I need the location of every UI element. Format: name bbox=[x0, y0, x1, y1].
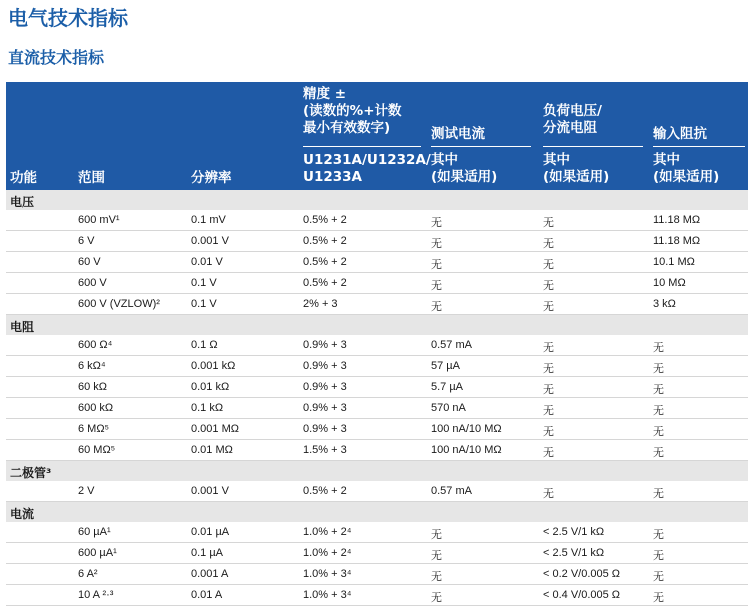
header-resolution: 分辨率 bbox=[191, 170, 232, 186]
test-current-cell: 570 nA bbox=[431, 402, 466, 414]
page-title: 电气技术指标 bbox=[8, 6, 128, 30]
header-range: 范围 bbox=[78, 170, 105, 186]
impedance-cell: 11.18 MΩ bbox=[653, 214, 701, 226]
test-current-cell: 5.7 µA bbox=[431, 381, 464, 393]
burden-cell: 无 bbox=[543, 488, 554, 500]
table-row bbox=[6, 294, 748, 315]
accuracy-cell: 1.5% + 3 bbox=[303, 444, 347, 456]
impedance-cell: 无 bbox=[653, 488, 664, 500]
table-row bbox=[6, 564, 748, 585]
resolution-cell: 0.01 A bbox=[191, 589, 223, 601]
range-cell: 600 V (VZLOW)² bbox=[78, 298, 160, 310]
impedance-cell: 3 kΩ bbox=[653, 298, 676, 310]
accuracy-cell: 0.9% + 3 bbox=[303, 423, 347, 435]
table-row bbox=[6, 377, 748, 398]
section-label: 二极管³ bbox=[10, 466, 52, 480]
table-row bbox=[6, 522, 748, 543]
impedance-cell: 10 MΩ bbox=[653, 277, 686, 289]
burden-cell: 无 bbox=[543, 259, 554, 271]
header-function: 功能 bbox=[10, 170, 37, 186]
test-current-cell: 无 bbox=[431, 571, 442, 583]
resolution-cell: 0.1 mV bbox=[191, 214, 226, 226]
resolution-cell: 0.1 kΩ bbox=[191, 402, 224, 414]
section-row bbox=[6, 502, 748, 522]
resolution-cell: 0.01 µA bbox=[191, 526, 230, 538]
section-subtitle: 直流技术指标 bbox=[8, 48, 105, 67]
table-row bbox=[6, 543, 748, 564]
header-accuracy: 精度 ± (读数的%+计数 最小有效数字) bbox=[303, 86, 402, 136]
table-row bbox=[6, 398, 748, 419]
resolution-cell: 0.1 V bbox=[191, 277, 217, 289]
burden-cell: 无 bbox=[543, 301, 554, 313]
burden-cell: 无 bbox=[543, 363, 554, 375]
impedance-cell: 无 bbox=[653, 592, 664, 604]
section-label: 电压 bbox=[10, 195, 35, 209]
range-cell: 600 µA¹ bbox=[78, 547, 117, 559]
header-test-current: 测试电流 bbox=[431, 126, 485, 142]
test-current-cell: 57 µA bbox=[431, 360, 460, 372]
table-header bbox=[6, 82, 748, 190]
resolution-cell: 0.01 V bbox=[191, 256, 223, 268]
burden-cell: < 0.2 V/0.005 Ω bbox=[543, 568, 621, 580]
table-row bbox=[6, 252, 748, 273]
test-current-cell: 100 nA/10 MΩ bbox=[431, 444, 502, 456]
section-row bbox=[6, 190, 748, 210]
burden-cell: 无 bbox=[543, 217, 554, 229]
table-row bbox=[6, 419, 748, 440]
range-cell: 60 µA¹ bbox=[78, 526, 111, 538]
accuracy-cell: 2% + 3 bbox=[303, 298, 338, 310]
accuracy-cell: 0.9% + 3 bbox=[303, 381, 347, 393]
resolution-cell: 0.001 MΩ bbox=[191, 423, 239, 435]
header-burden-sub: 其中 (如果适用) bbox=[543, 152, 610, 185]
header-input-impedance-divider bbox=[653, 146, 745, 147]
range-cell: 6 V bbox=[78, 235, 95, 247]
resolution-cell: 0.1 V bbox=[191, 298, 217, 310]
test-current-cell: 无 bbox=[431, 238, 442, 250]
accuracy-cell: 0.5% + 2 bbox=[303, 214, 347, 226]
resolution-cell: 0.001 V bbox=[191, 235, 229, 247]
section-label: 电阻 bbox=[10, 320, 35, 334]
burden-cell: 无 bbox=[543, 238, 554, 250]
range-cell: 60 MΩ⁵ bbox=[78, 444, 116, 456]
test-current-cell: 无 bbox=[431, 592, 442, 604]
section-row bbox=[6, 461, 748, 481]
accuracy-cell: 0.5% + 2 bbox=[303, 485, 347, 497]
table-row bbox=[6, 356, 748, 377]
burden-cell: 无 bbox=[543, 405, 554, 417]
range-cell: 60 V bbox=[78, 256, 101, 268]
table-row bbox=[6, 210, 748, 231]
accuracy-cell: 1.0% + 3⁴ bbox=[303, 568, 352, 580]
resolution-cell: 0.001 V bbox=[191, 485, 229, 497]
test-current-cell: 无 bbox=[431, 529, 442, 541]
test-current-cell: 0.57 mA bbox=[431, 339, 472, 351]
burden-cell: < 2.5 V/1 kΩ bbox=[543, 526, 605, 538]
accuracy-cell: 0.9% + 3 bbox=[303, 360, 347, 372]
impedance-cell: 无 bbox=[653, 405, 664, 417]
resolution-cell: 0.001 kΩ bbox=[191, 360, 236, 372]
resolution-cell: 0.001 A bbox=[191, 568, 229, 580]
impedance-cell: 无 bbox=[653, 447, 664, 459]
impedance-cell: 无 bbox=[653, 529, 664, 541]
burden-cell: < 2.5 V/1 kΩ bbox=[543, 547, 605, 559]
test-current-cell: 100 nA/10 MΩ bbox=[431, 423, 502, 435]
section-label: 电流 bbox=[10, 507, 35, 521]
burden-cell: 无 bbox=[543, 280, 554, 292]
burden-cell: 无 bbox=[543, 447, 554, 459]
accuracy-cell: 1.0% + 2⁴ bbox=[303, 547, 352, 559]
impedance-cell: 无 bbox=[653, 571, 664, 583]
range-cell: 600 V bbox=[78, 277, 107, 289]
accuracy-cell: 0.9% + 3 bbox=[303, 339, 347, 351]
accuracy-cell: 0.9% + 3 bbox=[303, 402, 347, 414]
range-cell: 6 kΩ⁴ bbox=[78, 360, 106, 372]
test-current-cell: 无 bbox=[431, 280, 442, 292]
burden-cell: < 0.4 V/0.005 Ω bbox=[543, 589, 621, 601]
table-row bbox=[6, 585, 748, 606]
range-cell: 10 A ²·³ bbox=[78, 589, 114, 601]
impedance-cell: 无 bbox=[653, 384, 664, 396]
table-row bbox=[6, 335, 748, 356]
burden-cell: 无 bbox=[543, 342, 554, 354]
resolution-cell: 0.1 Ω bbox=[191, 339, 218, 351]
resolution-cell: 0.01 MΩ bbox=[191, 444, 233, 456]
test-current-cell: 无 bbox=[431, 550, 442, 562]
table-row bbox=[6, 481, 748, 502]
impedance-cell: 11.18 MΩ bbox=[653, 235, 701, 247]
header-test-current-divider bbox=[431, 146, 531, 147]
table-body bbox=[6, 190, 748, 606]
impedance-cell: 10.1 MΩ bbox=[653, 256, 695, 268]
range-cell: 600 kΩ bbox=[78, 402, 114, 414]
test-current-cell: 无 bbox=[431, 301, 442, 313]
resolution-cell: 0.01 kΩ bbox=[191, 381, 230, 393]
range-cell: 60 kΩ bbox=[78, 381, 108, 393]
impedance-cell: 无 bbox=[653, 426, 664, 438]
impedance-cell: 无 bbox=[653, 363, 664, 375]
header-burden-divider bbox=[543, 146, 643, 147]
range-cell: 6 A² bbox=[78, 568, 98, 580]
range-cell: 600 mV¹ bbox=[78, 214, 120, 226]
header-burden: 负荷电压/ 分流电阻 bbox=[543, 103, 602, 136]
table-row bbox=[6, 273, 748, 294]
header-accuracy-divider bbox=[303, 146, 421, 147]
resolution-cell: 0.1 µA bbox=[191, 547, 224, 559]
test-current-cell: 0.57 mA bbox=[431, 485, 472, 497]
accuracy-cell: 0.5% + 2 bbox=[303, 277, 347, 289]
burden-cell: 无 bbox=[543, 426, 554, 438]
test-current-cell: 无 bbox=[431, 217, 442, 229]
header-input-impedance-sub: 其中 (如果适用) bbox=[653, 152, 720, 185]
burden-cell: 无 bbox=[543, 384, 554, 396]
table-row bbox=[6, 440, 748, 461]
accuracy-cell: 1.0% + 2⁴ bbox=[303, 526, 352, 538]
header-accuracy-models: U1231A/U1232A/ U1233A bbox=[303, 152, 431, 185]
range-cell: 6 MΩ⁵ bbox=[78, 423, 110, 435]
table-row bbox=[6, 231, 748, 252]
test-current-cell: 无 bbox=[431, 259, 442, 271]
impedance-cell: 无 bbox=[653, 342, 664, 354]
range-cell: 2 V bbox=[78, 485, 95, 497]
header-input-impedance: 输入阻抗 bbox=[653, 126, 707, 142]
accuracy-cell: 0.5% + 2 bbox=[303, 235, 347, 247]
accuracy-cell: 0.5% + 2 bbox=[303, 256, 347, 268]
accuracy-cell: 1.0% + 3⁴ bbox=[303, 589, 352, 601]
header-test-current-sub: 其中 (如果适用) bbox=[431, 152, 498, 185]
section-row bbox=[6, 315, 748, 335]
impedance-cell: 无 bbox=[653, 550, 664, 562]
range-cell: 600 Ω⁴ bbox=[78, 339, 113, 351]
